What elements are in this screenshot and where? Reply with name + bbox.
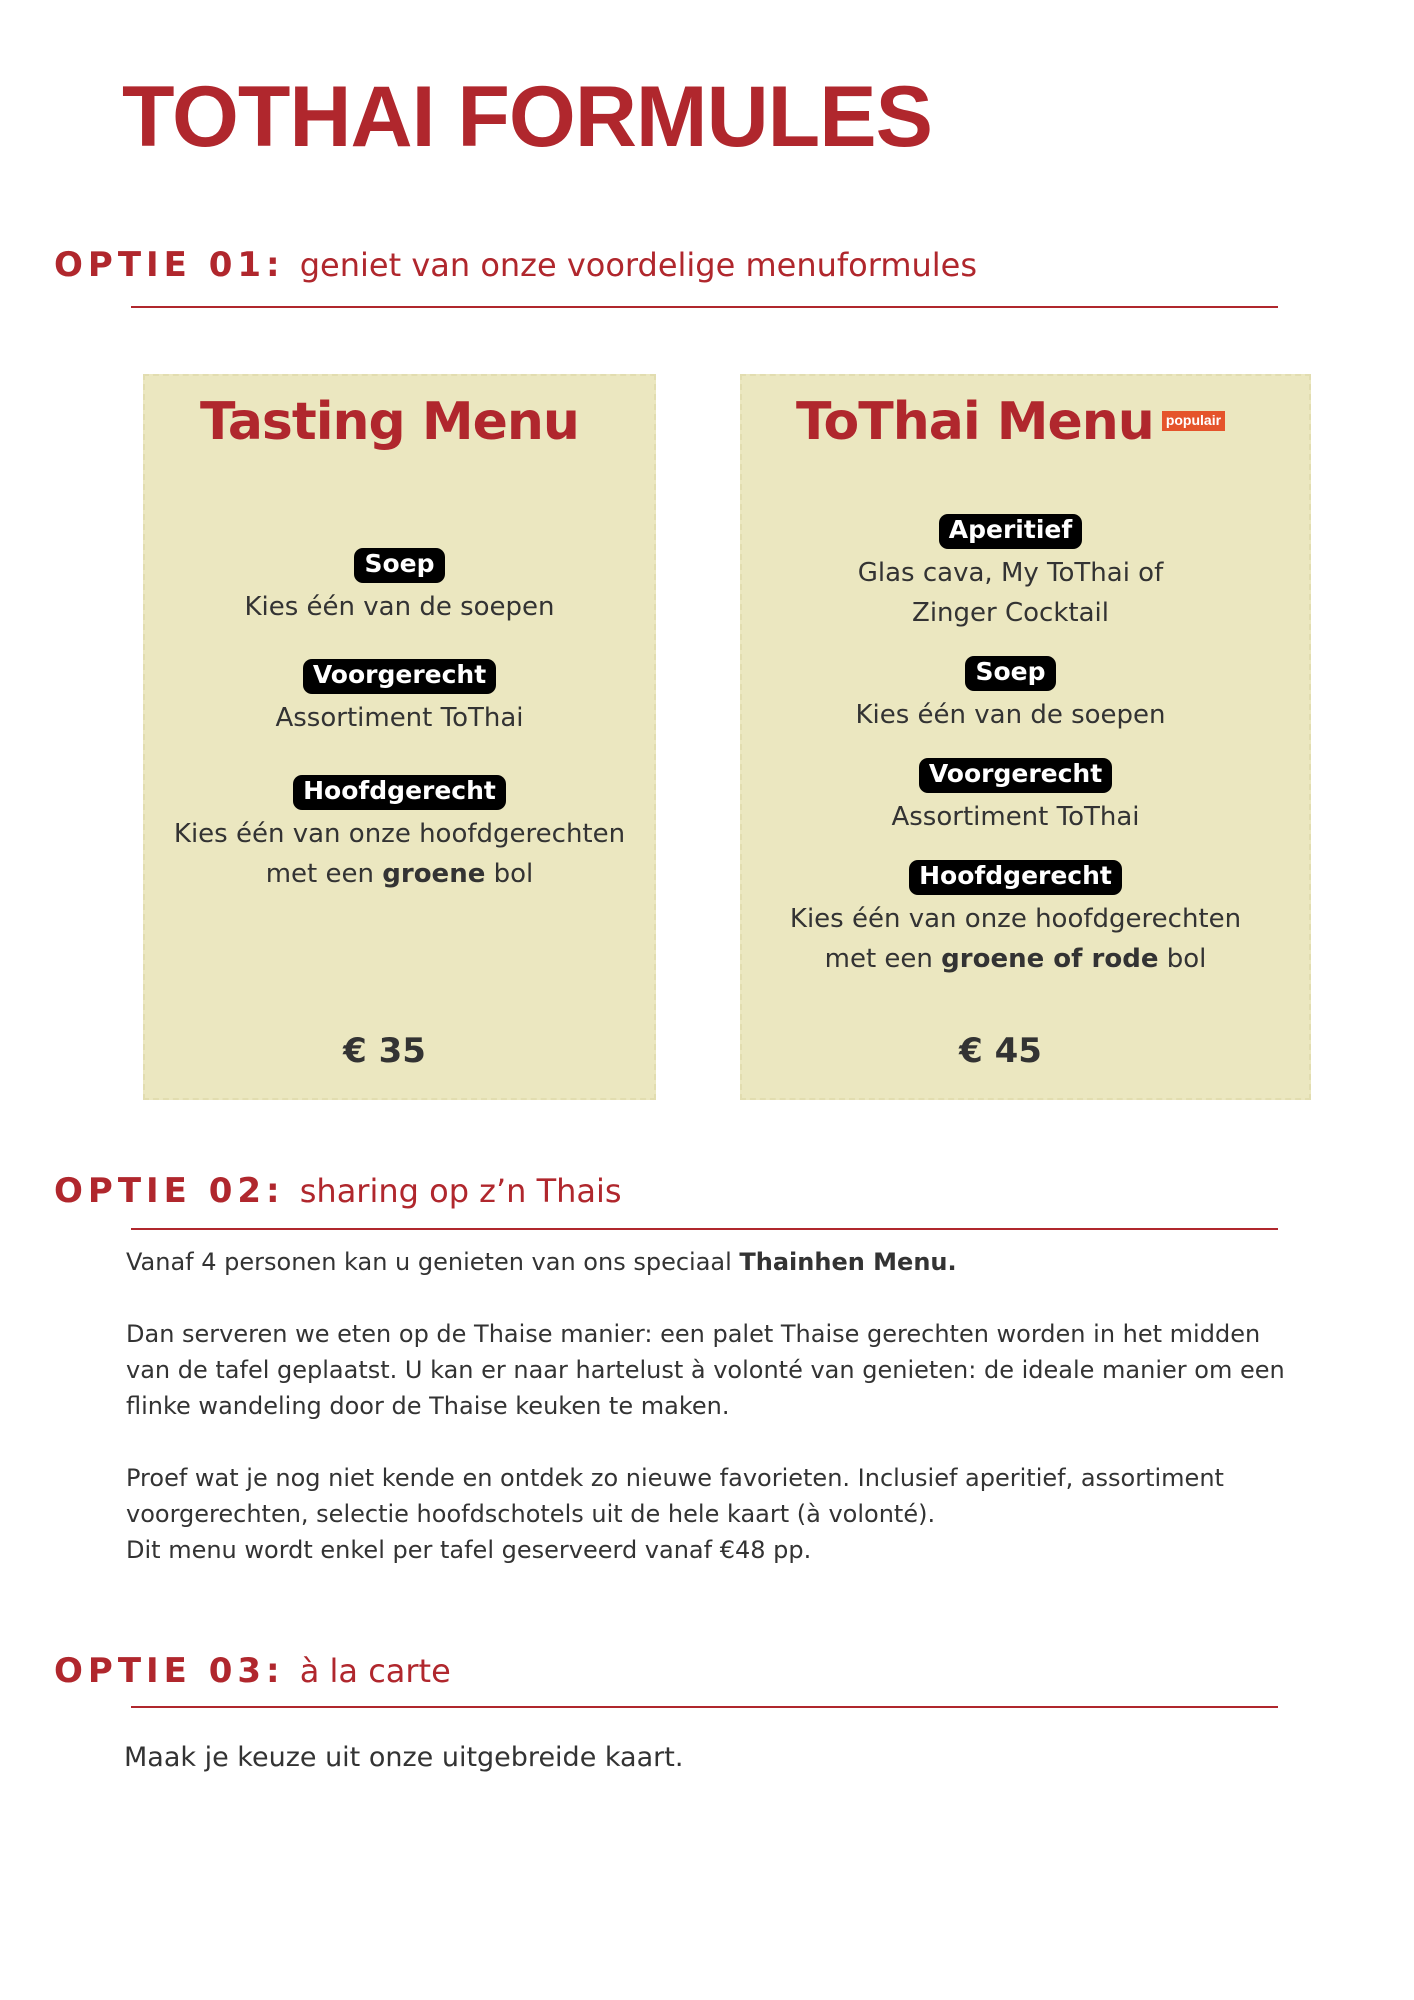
tothai-menu-title-row: [712, 392, 1309, 452]
tothai-menu-title: ToThai Menu: [795, 392, 1154, 452]
page-title: TOTHAI FORMULES: [122, 69, 932, 165]
option-03-description: à la carte: [299, 1652, 451, 1690]
sharing-paragraph-4: Dit menu wordt enkel per tafel geserveerd vanaf €48 pp.: [126, 1536, 812, 1564]
option-01-divider: [131, 306, 1278, 308]
option-02-heading: [54, 1171, 622, 1211]
option-01-label: OPTIE 01:: [54, 245, 285, 285]
course-description-emphasis: groene: [382, 858, 486, 889]
course-label-hoofdgerecht: Hoofdgerecht: [909, 860, 1122, 895]
course-description: [712, 553, 1309, 633]
tasting-course-starter: [145, 659, 654, 738]
course-description: Kies één van de soepen: [244, 591, 555, 622]
option-03-heading: [54, 1651, 451, 1691]
alacarte-text: Maak je keuze uit onze uitgebreide kaart.: [124, 1742, 684, 1773]
tasting-course-soup: [145, 548, 654, 627]
course-description: Assortiment ToThai: [275, 702, 524, 733]
course-description: [722, 899, 1309, 979]
course-description-text: met een: [824, 943, 942, 974]
sharing-description: [126, 1244, 1306, 1568]
option-03-label: OPTIE 03:: [54, 1651, 285, 1691]
course-description-line: Kies één van onze hoofdgerechten: [173, 818, 626, 849]
sharing-menu-name: Thainhen Menu.: [739, 1248, 957, 1276]
course-label-soep: Soep: [965, 656, 1055, 691]
tasting-menu-price: € 35: [343, 1031, 426, 1071]
tothai-course-main: [722, 860, 1309, 979]
course-label-soep: Soep: [354, 548, 444, 583]
sharing-paragraph-1: [126, 1244, 1306, 1280]
option-01-heading: [54, 245, 978, 285]
course-label-hoofdgerecht: Hoofdgerecht: [293, 775, 506, 810]
course-description-text: bol: [1158, 943, 1207, 974]
tasting-menu-title: Tasting Menu: [200, 392, 579, 452]
course-description-line: Glas cava, My ToThai of: [857, 557, 1164, 588]
course-description-line: Zinger Cocktail: [912, 597, 1109, 628]
option-03-divider: [131, 1706, 1278, 1708]
option-01-description: geniet van onze voordelige menuformules: [299, 246, 978, 284]
course-label-voorgerecht: Voorgerecht: [303, 659, 496, 694]
tasting-menu-card: [143, 374, 656, 1100]
option-02-description: sharing op z’n Thais: [299, 1172, 622, 1210]
option-02-label: OPTIE 02:: [54, 1171, 285, 1211]
popular-badge: populair: [1162, 411, 1225, 430]
course-description-text: bol: [485, 858, 534, 889]
course-description: Kies één van de soepen: [855, 699, 1166, 730]
sharing-paragraph-2: Dan serveren we eten op de Thaise manier: een palet Thaise gerechten worden in het midden van de tafel geplaatst. U kan er naar hartelust à volonté van genieten: de ideale manier om een flinke wandeling door de Thaise keuken te maken.: [126, 1320, 1285, 1420]
course-label-voorgerecht: Voorgerecht: [919, 758, 1112, 793]
sharing-intro-text: Vanaf 4 personen kan u genieten van ons speciaal: [126, 1248, 740, 1276]
tasting-course-main: [145, 775, 654, 894]
course-description-line: Kies één van onze hoofdgerechten: [789, 903, 1242, 934]
option-02-divider: [131, 1228, 1278, 1230]
course-description-emphasis: groene of rode: [941, 943, 1159, 974]
course-description: Assortiment ToThai: [891, 801, 1140, 832]
tothai-menu-price: € 45: [959, 1031, 1042, 1071]
course-description-text: met een: [265, 858, 383, 889]
tothai-course-soup: [712, 656, 1309, 735]
tothai-menu-card: [740, 374, 1311, 1100]
tothai-course-aperitif: [712, 514, 1309, 633]
tothai-course-starter: [722, 758, 1309, 837]
course-description: [145, 814, 654, 894]
sharing-paragraph-3: Proef wat je nog niet kende en ontdek zo nieuwe favorieten. Inclusief aperitief, assortiment voorgerechten, selectie hoofdschotels uit de hele kaart (à volonté).: [126, 1464, 1224, 1528]
course-label-aperitief: Aperitief: [939, 514, 1082, 549]
